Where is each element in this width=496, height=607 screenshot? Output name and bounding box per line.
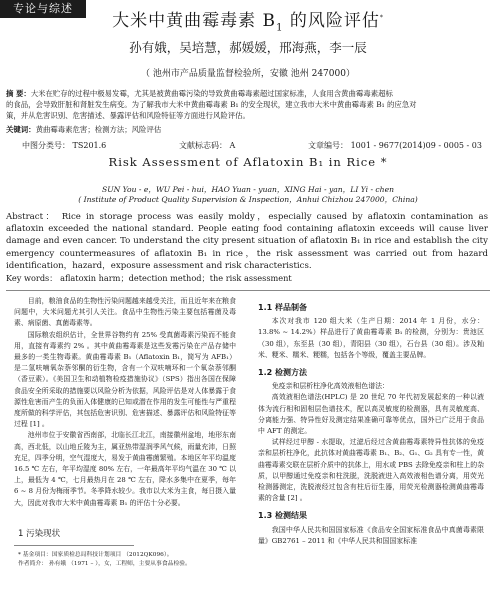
section-heading-1-1: 1.1 样品制备 <box>258 303 307 312</box>
column-tag: 专论与综述 <box>0 0 86 18</box>
document-code: 文献标志码： A <box>178 141 236 150</box>
footnote-author: 作者简介： 孙有娥 （1971 – ），女，工程师，主要从事食品检验。 <box>18 561 191 567</box>
divider <box>6 290 490 291</box>
chinese-affiliation: （ 池州市产品质量监督检验所，安徽 池州 247000） <box>141 69 355 79</box>
english-affiliation: ( Institute of Product Quality Supervision & Inspection，Anhui Chizhou 247000，China) <box>78 195 418 204</box>
chinese-title <box>0 6 496 33</box>
abstract-cn-line-2: 的食品，会导致肝脏和肾脏发生病变。为了解我市大米中黄曲霉毒素 B₁ 的安全现状，建立我市大米中黄曲霉毒素 B₁ 的应急对 <box>6 100 417 109</box>
paragraph: 高效液相色谱法(HPLC) 是 20 世纪 70 年代初发展起来的一种以液体为流行相和固相层色谱技术，配以高灵敏度的检测器，具有灵敏度高、分离能力强、特异性好及测定结果准确可靠等优点，国外已广泛用于食品中 AFT 的测定。 <box>258 393 484 436</box>
section-heading-1-3: 1.3 检测结果 <box>258 511 307 521</box>
english-authors: SUN You - e，WU Pei - hui，HAO Yuan - yuan，XING Hai - yan，LI Yi - chen <box>102 185 394 194</box>
paragraph: 池州市位于安徽省西南部，北临长江北江，南接徽州盆地，地形东南高，西北低，以山地丘陵为主，属亚热带湿润季风气候，雨量充沛，日照充足，四季分明，空气湿度大，易发于黄曲霉菌繁殖。本地区年平均温度 16.5 ℃ 左右，年平均湿度 80% 左右，一年最高年平均气温在 30 ℃ 以上，最低为 4 ℃，七月最热月在 28 ℃ 左右，降水多集中在夏季，每年 6 ~ 8 月份为梅雨季节。冬季降水较少。我市以大米为主食，每日摄入量大，因此对我市大米中黄曲霉毒素 B₁ 的评估十分必要。 <box>14 431 236 507</box>
right-column <box>258 296 484 547</box>
english-abstract-text: Rice in storage process was easily moldy，especially caused by aflatoxin contamination as aflatoxin exceeded the national standard. People eating food containing aflatoxin exceeds will cause liver damage and even cancer. To understand the city present situation of aflatoxin B₁ in rice and establish the city emergency countermeasures of aflatoxin B₁ in rice，the risk assessment was carried out from hazard identification，hazard，exposure assessment and risk characteristics. <box>6 212 488 271</box>
english-abstract-label: Abstract： <box>6 212 57 222</box>
keywords-cn-text: 黄曲霉毒素危害；检测方法；风险评估 <box>35 125 162 134</box>
paragraph: 试样经过甲醇 - 水提取，过滤后经过含黄曲霉毒素特异性抗体的免疫亲和层析柱净化，此抗体对黄曲霉毒素 B₁、B₂、G₁、G₂ 具有专一性，黄曲霉毒素交联在层析介质中的抗体上，用水或 PBS 去除免疫亲和柱上的杂质，以甲醇通过免疫亲和柱洗脱，洗脱液进入高效液相色谱分离，用荧光检测器测定，洗脱液经过包含有柱后衍生器，用荧光检测器检测黄曲霉毒素的含量 [2] 。 <box>258 438 484 503</box>
footnote-divider <box>14 545 134 546</box>
english-title: Risk Assessment of Aflatoxin B₁ in Rice * <box>108 155 388 169</box>
clc-number: 中图分类号： TS201.6 <box>22 141 107 150</box>
classification-row <box>22 140 482 151</box>
abstract-cn-line-3: 策，并从危害识别、危害描述、暴露评估和风险特征等方面进行风险评估。 <box>6 111 250 120</box>
english-keywords <box>6 273 488 284</box>
paragraph: 国际粮农组织估计，全世界谷物约有 25% 受真菌毒素污染而不能食用，直接有毒素约 2% 。其中黄曲霉毒素是这些发霉污染在产品存储中最多的一类生物毒素。黄曲霉毒素 B₁（Aflatoxin B₁，简写为 AFB₁）是二氢呋喃氧杂萘邻酮的衍生物，含有一个双呋喃环和一个氧杂萘邻酮（香豆素）。《美国卫生和动植物检疫措施协议》（SPS）指出各国在保障食品安全所采取的措施要以风险分析为依据，风险评估是对人体暴露于食源性危害而产生的负面人体健康的已知或潜在作用的发生可能性与严重程度所做的科学评估，其包括危害识别、危害描述、暴露评估和风险特征等过程 [1] 。 <box>14 330 236 429</box>
section-heading-1-2: 1.2 检测方法 <box>258 368 307 378</box>
paragraph: 目前，粮油食品的生物性污染问题越来越受关注，而且近年来在粮食问题中，大米问题尤其引人关注。食品中生物性污染主要包括霉菌及毒素、病原菌、真菌毒素等。 <box>14 297 236 328</box>
paragraph: 免疫亲和层析柱净化高效液相色谱法： <box>271 382 389 391</box>
paragraph: 我国中华人民共和国国家标准《食品安全国家标准食品中真菌毒素限量》GB2761 – 2011 和《中华人民共和国国家标准 <box>258 525 484 545</box>
keywords-cn <box>6 124 488 135</box>
chinese-authors: 孙有娥，吴培慧，郝媛媛，邢海燕，李一辰 <box>129 40 367 55</box>
left-column <box>14 296 236 509</box>
article-number: 文章编号： 1001 - 9677(2014)09 - 0005 - 03 <box>308 141 482 150</box>
abstract-cn-label: 摘 要： <box>6 89 31 98</box>
english-keywords-text: aflatoxin harm；detection method；the risk assessment <box>60 273 292 283</box>
title-suffix: 的风险评估 <box>283 11 380 31</box>
title-prefix: 大米中黄曲霉毒素 B <box>112 11 277 31</box>
paragraph: 本次对我市 120 组大米（生产日期：2014 年 1 月份，水分：13.8% ~ 14.2%）样品进行了黄曲霉毒素 B₁ 的检测，分别为：贵池区（30 组），东至县（30 组），青阳县（30 组），石台县（30 组）。涉及籼米、粳米、糯米、粳糯，包括各个等级，覆盖主要品牌。 <box>258 317 484 359</box>
english-abstract <box>6 211 488 272</box>
footnote-funding: * 基金项目：国家质检总局科技计划项目 （2012QK096）。 <box>18 552 173 558</box>
keywords-cn-label: 关键词： <box>6 125 36 134</box>
title-footnote-mark: * <box>379 14 384 22</box>
section-heading-1: 1 污染现状 <box>18 529 61 539</box>
english-keywords-label: Key words： <box>6 273 58 283</box>
abstract-cn-text: 大米在贮存的过程中极易发霉，尤其是被黄曲霉污染的导致黄曲霉毒素超过国家标准，人食用含黄曲霉毒素超标 <box>30 89 393 98</box>
abstract-cn-line-1 <box>6 88 488 99</box>
title-subscript: 1 <box>276 22 284 34</box>
